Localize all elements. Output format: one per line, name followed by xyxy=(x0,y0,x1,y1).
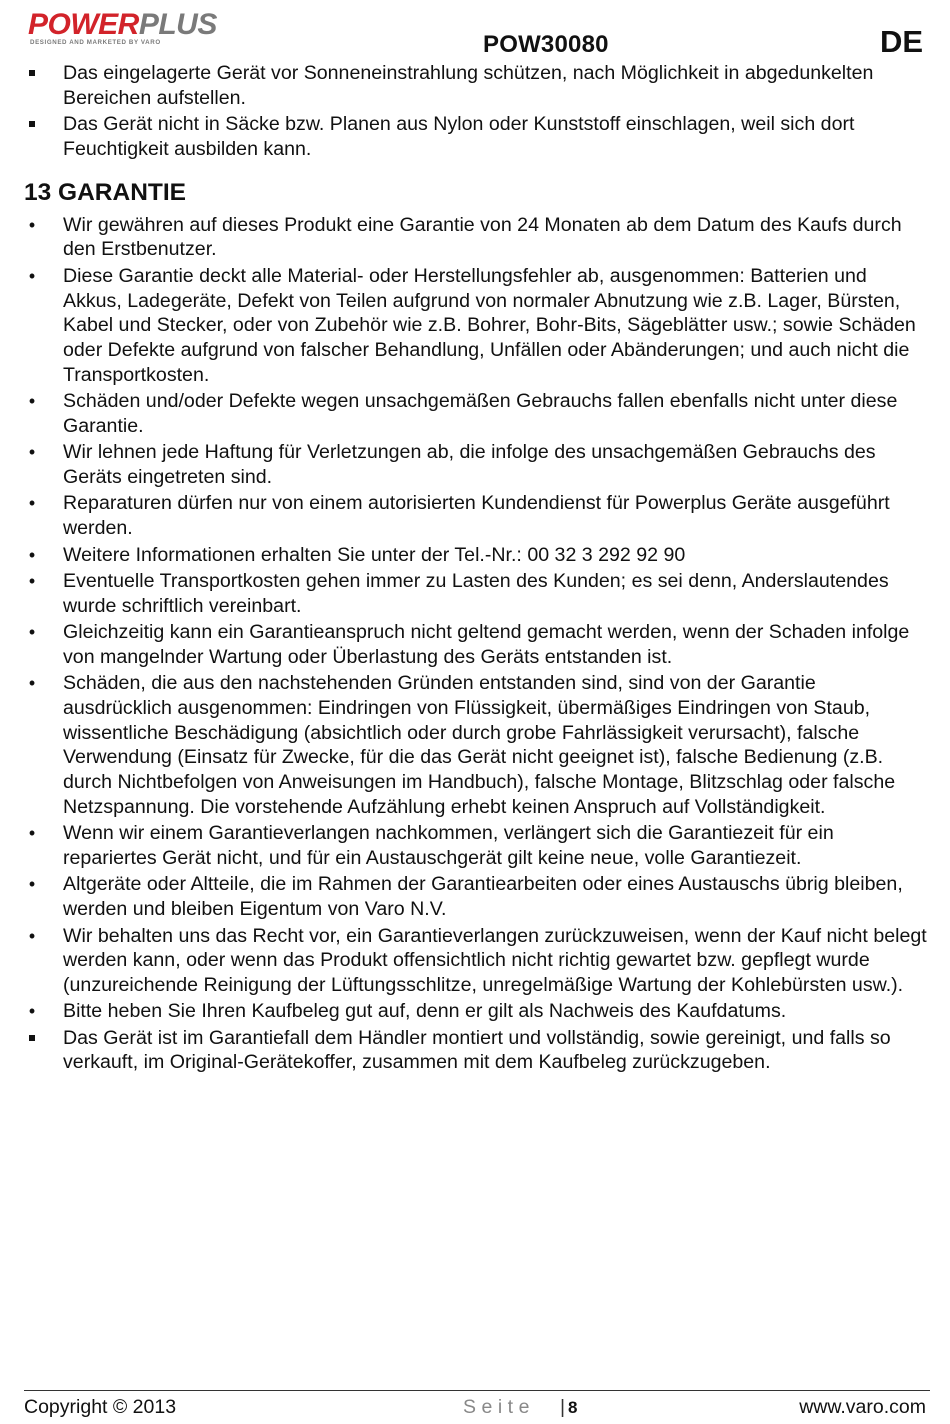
svg-text:DESIGNED AND MARKETED BY VARO: DESIGNED AND MARKETED BY VARO xyxy=(30,39,161,46)
round-bullet-icon xyxy=(25,671,39,696)
list-item-text: Wir gewähren auf dieses Produkt eine Garantie von 24 Monaten ab dem Datum des Kaufs durch den Erstbenutzer. xyxy=(63,213,902,261)
list-item-text: Wir lehnen jede Haftung für Verletzungen ab, die infolge des unsachgemäßen Gebrauchs des Geräts eingetreten sind. xyxy=(63,441,876,489)
list-item xyxy=(24,872,929,922)
round-bullet-icon xyxy=(25,924,39,949)
round-bullet-icon xyxy=(25,213,39,238)
brand-logo xyxy=(28,10,338,46)
round-bullet-icon xyxy=(25,389,39,414)
website-link[interactable]: www.varo.com xyxy=(799,1396,926,1418)
list-item-text: Bitte heben Sie Ihren Kaufbeleg gut auf, denn er gilt als Nachweis des Kaufdatums. xyxy=(63,1000,787,1023)
logo-text-power: POWER xyxy=(28,10,139,41)
list-item-text: Wenn wir einem Garantieverlangen nachkommen, verlängert sich die Garantiezeit für ein repariertes Gerät nicht, und für ein Austauschgerät gilt keine neue, volle Garantiezeit. xyxy=(63,822,834,870)
round-bullet-icon xyxy=(25,440,39,465)
page-number: 8 xyxy=(568,1398,578,1417)
list-item xyxy=(24,569,929,619)
list-item xyxy=(24,821,929,871)
round-bullet-icon xyxy=(25,491,39,516)
list-item xyxy=(24,1026,929,1076)
list-item xyxy=(24,999,929,1024)
list-item-text: Schäden, die aus den nachstehenden Gründen entstanden sind, sind von der Garantie ausdrücklich ausgenommen: Eindringen von Flüssigkeit, übermäßiges Eindringen von Staub, wissentliche Beschädigung (absichtlich oder durch grobe Fahrlässigkeit verursacht), falsche Verwendung (Einsatz für Zwecke, für die das Gerät nicht geeignet ist), falsche Bedienung (z.B. durch Nichtbefolgen von Anweisungen im Handbuch), falsche Montage, Blitzschlag oder falsche Netzspannung. Die vorstehende Aufzählung erhebt keinen Anspruch auf Vollständigkeit. xyxy=(63,672,896,819)
list-item-text: Das Gerät ist im Garantiefall dem Händler montiert und vollständig, sowie gereinigt, und falls so verkauft, im Original-Gerätekoffer, zusammen mit dem Kaufbeleg zurückzugeben. xyxy=(63,1026,891,1074)
square-bullet-icon xyxy=(25,1026,39,1051)
section-heading: 13 GARANTIE xyxy=(24,178,187,206)
list-item xyxy=(24,213,929,263)
round-bullet-icon xyxy=(25,821,39,846)
svg-text:POWERPLUS xyxy=(28,10,217,41)
warranty-list xyxy=(24,213,929,1076)
list-item-text: Wir behalten uns das Recht vor, ein Garantieverlangen zurückzuweisen, wenn der Kauf nicht belegt werden kann, oder wenn das Produkt offensichtlich nicht richtig gewartet bzw. gepflegt wurde (unzureichende Reinigung der Lüftungsschlitze, unregelmäßige Wartung der Kohlebürsten usw.). xyxy=(63,924,927,997)
page-content xyxy=(24,61,929,1077)
list-item xyxy=(24,924,929,998)
list-item-text: Reparaturen dürfen nur von einem autorisierten Kundendienst für Powerplus Geräte ausgeführt werden. xyxy=(63,492,890,540)
list-item xyxy=(24,264,929,388)
logo-text-plus: PLUS xyxy=(138,10,217,41)
list-item-text: Das eingelagerte Gerät vor Sonneneinstrahlung schützen, nach Möglichkeit in abgedunkelten Bereichen aufstellen. xyxy=(63,62,874,109)
list-item-text: Altgeräte oder Altteile, die im Rahmen der Garantiearbeiten oder eines Austauschs übrig bleiben, werden und bleiben Eigentum von Varo N.V. xyxy=(63,873,903,921)
list-item xyxy=(24,440,929,490)
list-item xyxy=(24,543,929,568)
list-item-text: Diese Garantie deckt alle Material- oder Herstellungsfehler ab, ausgenommen: Batterien und Akkus, Ladegeräte, Defekt von Teilen aufgrund von normaler Abnutzung wie z.B. Lager, Bürsten, Kabel und Stecker, oder von Zubehör wie z.B. Bohrer, Bohr-Bits, Sägeblätter usw.; sowie Schäden oder Defekte aufgrund von falscher Behandlung, Unfällen oder Abänderungen; und auch nicht die Transportkosten. xyxy=(63,264,916,386)
round-bullet-icon xyxy=(25,872,39,897)
square-bullet-icon xyxy=(25,112,39,137)
storage-list xyxy=(24,61,929,162)
list-item-text: Das Gerät nicht in Säcke bzw. Planen aus Nylon oder Kunststoff einschlagen, weil sich dort Feuchtigkeit ausbilden kann. xyxy=(63,113,855,160)
list-item xyxy=(24,671,929,820)
footer-divider xyxy=(24,1390,930,1391)
powerplus-logo-icon xyxy=(28,10,338,46)
list-item xyxy=(24,61,929,111)
round-bullet-icon xyxy=(25,999,39,1024)
round-bullet-icon xyxy=(25,620,39,645)
list-item xyxy=(24,112,929,162)
list-item xyxy=(24,389,929,439)
round-bullet-icon xyxy=(25,264,39,289)
list-item-text: Weitere Informationen erhalten Sie unter der Tel.-Nr.: 00 32 3 292 92 90 xyxy=(63,543,686,566)
square-bullet-icon xyxy=(25,61,39,86)
list-item-text: Eventuelle Transportkosten gehen immer zu Lasten des Kunden; es sei denn, Anderslautendes wurde schriftlich vereinbart. xyxy=(63,569,889,617)
list-item-text: Schäden und/oder Defekte wegen unsachgemäßen Gebrauchs fallen ebenfalls nicht unter diese Garantie. xyxy=(63,390,898,438)
list-item xyxy=(24,491,929,541)
list-item-text: Gleichzeitig kann ein Garantieanspruch nicht geltend gemacht werden, wenn der Schaden infolge von mangelnder Wartung oder Überlastung des Geräts entstanden ist. xyxy=(63,620,910,668)
page-separator: | xyxy=(560,1396,566,1418)
copyright-text: Copyright © 2013 xyxy=(24,1396,177,1418)
page-label: Seite xyxy=(463,1396,535,1418)
model-number: POW30080 xyxy=(483,31,609,58)
list-item xyxy=(24,620,929,670)
round-bullet-icon xyxy=(25,569,39,594)
language-code: DE xyxy=(880,24,924,59)
round-bullet-icon xyxy=(25,543,39,568)
